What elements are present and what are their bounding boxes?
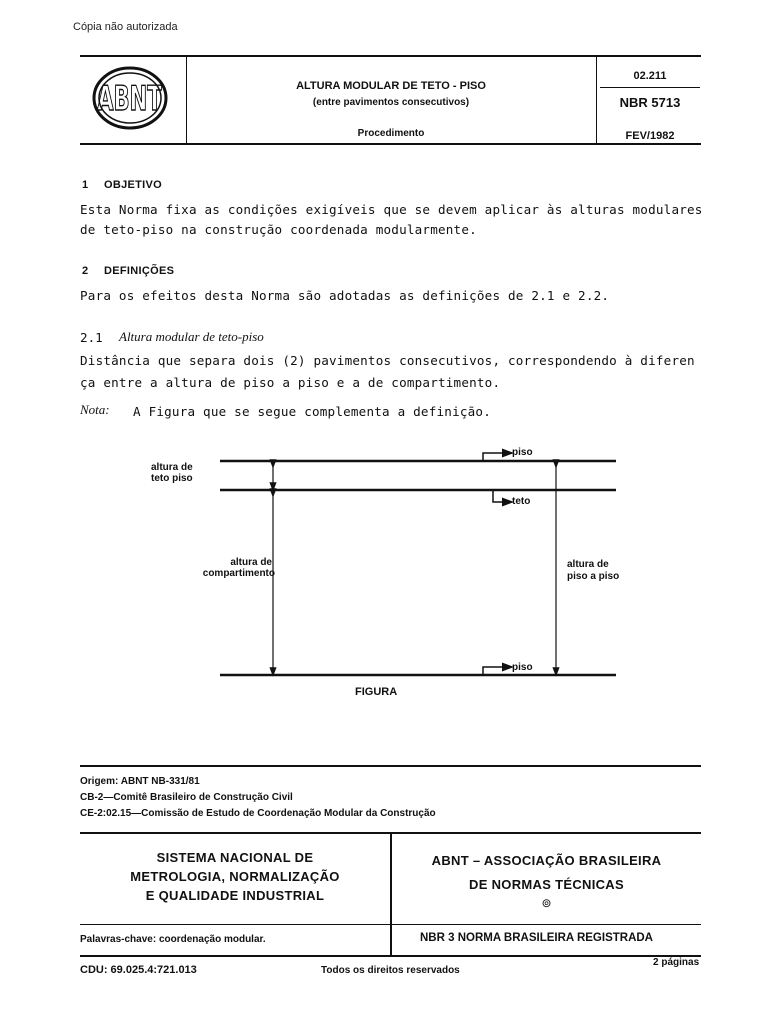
- code-rule: [600, 87, 700, 88]
- origin-line-2: CB-2—Comitê Brasileiro de Construção Civil: [80, 792, 293, 803]
- sinmetro-line-3: E QUALIDADE INDUSTRIAL: [145, 888, 325, 903]
- document-type: Procedimento: [357, 128, 425, 139]
- rights-reserved: Todos os direitos reservados: [321, 965, 460, 976]
- section-1-title: OBJETIVO: [104, 179, 163, 191]
- abnt-symbol-icon: ⊚: [541, 896, 552, 910]
- section-1-number: 1: [82, 179, 89, 191]
- document-code: 02.211: [633, 70, 667, 82]
- document-date: FEV/1982: [625, 130, 675, 142]
- header-divider-left: [186, 55, 187, 145]
- origin-line-1: Origem: ABNT NB-331/81: [80, 776, 200, 787]
- label-piso-bottom: piso: [512, 662, 533, 673]
- keywords: Palavras-chave: coordenação modular.: [80, 934, 266, 945]
- cdu-code: CDU: 69.025.4:721.013: [80, 964, 197, 976]
- footer-mid-rule: [80, 924, 701, 925]
- abnt-name-line-2: DE NORMAS TÉCNICAS: [469, 877, 624, 892]
- header-divider-right: [596, 55, 597, 145]
- norm-number: NBR 5713: [619, 95, 681, 110]
- label-piso-top: piso: [512, 447, 533, 458]
- teto-leader: [493, 490, 508, 502]
- origin-line-3: CE-2:02.15—Comissão de Estudo de Coordenação Modular da Construção: [80, 808, 436, 819]
- page-count: 2 páginas: [653, 957, 700, 968]
- origin-top-rule: [80, 765, 701, 767]
- document-subtitle: (entre pavimentos consecutivos): [312, 97, 470, 108]
- section-2-title: DEFINIÇÕES: [104, 265, 175, 277]
- section-2-1-title: Altura modular de teto-piso: [119, 329, 264, 344]
- label-teto-piso-1: altura de: [151, 462, 193, 473]
- header-top-rule: [80, 55, 701, 57]
- section-2-1-line-1: Distância que separa dois (2) pavimentos consecutivos, correspondendo à diferen: [80, 353, 695, 368]
- abnt-logo: [91, 66, 169, 130]
- section-1-line-1: Esta Norma fixa as condições exigíveis que se devem aplicar às alturas modulares: [80, 202, 703, 217]
- note-text: A Figura que se segue complementa a definição.: [133, 404, 491, 419]
- label-compartimento-1: altura de: [230, 557, 272, 568]
- label-piso-a-piso-2: piso a piso: [567, 571, 620, 582]
- sinmetro-line-1: SISTEMA NACIONAL DE: [156, 850, 314, 865]
- document-title: ALTURA MODULAR DE TETO - PISO: [296, 80, 486, 92]
- label-piso-a-piso-1: altura de: [567, 559, 609, 570]
- header-bottom-rule: [80, 143, 701, 145]
- section-2-1-number: 2.1: [80, 330, 103, 345]
- label-teto-piso-2: teto piso: [151, 473, 193, 484]
- abnt-name-line-1: ABNT – ASSOCIAÇÃO BRASILEIRA: [431, 853, 662, 868]
- svg-text:ABNT: ABNT: [97, 78, 162, 119]
- sinmetro-line-2: METROLOGIA, NORMALIZAÇÃO: [130, 869, 340, 884]
- label-compartimento-2: compartimento: [202, 568, 275, 579]
- label-teto: teto: [512, 496, 531, 507]
- footer-bottom-rule: [80, 955, 701, 957]
- registered-norm: NBR 3 NORMA BRASILEIRA REGISTRADA: [420, 932, 653, 944]
- note-label: Nota:: [80, 402, 110, 417]
- section-2-1-line-2: ça entre a altura de piso a piso e a de compartimento.: [80, 375, 501, 390]
- watermark-text: Cópia não autorizada: [73, 21, 178, 33]
- figure-caption: FIGURA: [355, 686, 398, 698]
- section-1-line-2: de teto-piso na construção coordenada modularmente.: [80, 222, 477, 237]
- section-2-number: 2: [82, 265, 89, 277]
- section-2-line-1: Para os efeitos desta Norma são adotadas as definições de 2.1 e 2.2.: [80, 288, 610, 303]
